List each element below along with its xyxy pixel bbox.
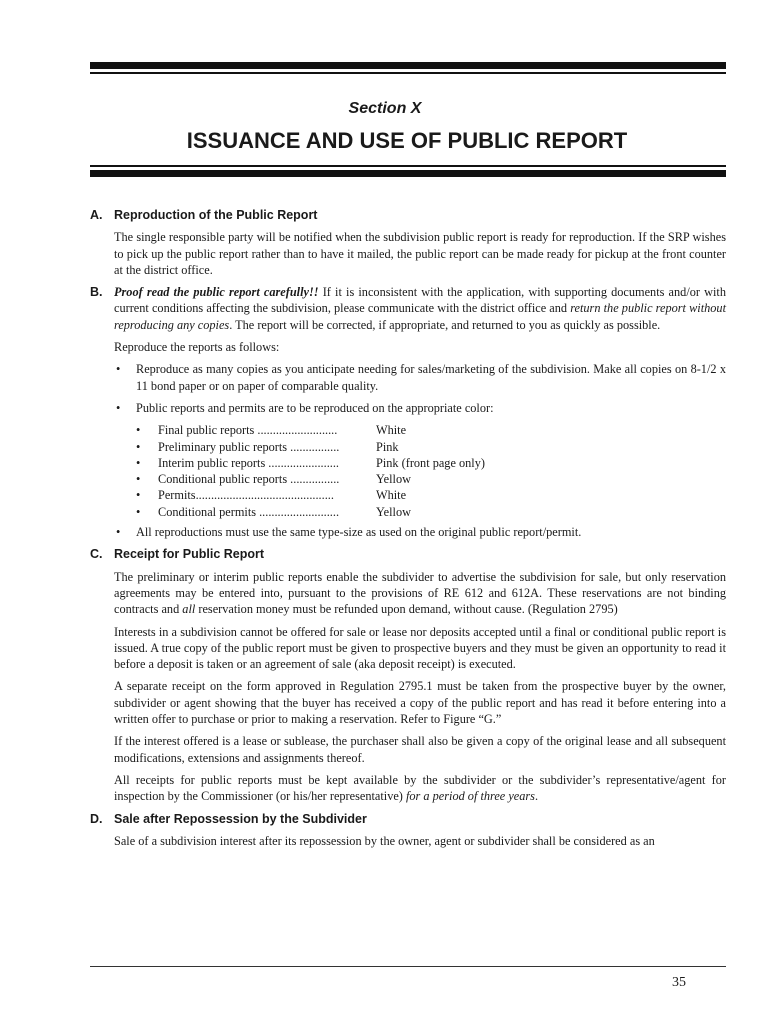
list-item — [114, 361, 726, 394]
list-item-text: All reproductions must use the same type-size as used on the original public report/permit. — [136, 525, 582, 540]
bullet-icon: • — [136, 472, 141, 487]
report-color: White — [376, 488, 407, 503]
report-color: White — [376, 423, 407, 438]
section-c-text-5: All receipts for public reports must be kept available by the subdivider or the subdivider’s representative/agent for inspection by the Commissioner (or his/her representative) — [114, 772, 726, 804]
bullet-icon: • — [136, 488, 141, 503]
section-a-letter: A. — [90, 208, 103, 222]
bullet-icon: • — [136, 455, 141, 470]
bullet-icon: • — [136, 423, 141, 438]
report-type: Preliminary public reports ................ — [158, 439, 340, 454]
bullet-icon: • — [136, 504, 141, 519]
title-rule-thin — [90, 165, 726, 167]
section-c-title: Receipt for Public Report — [114, 547, 265, 562]
section-b-paragraph-1 — [114, 284, 726, 333]
report-type: Conditional public reports ................ — [158, 472, 340, 487]
bullet-icon: • — [116, 362, 121, 377]
header-rule-thin — [90, 72, 726, 74]
footer-rule — [90, 966, 726, 967]
section-d-letter: D. — [90, 811, 103, 826]
section-c-text-5-end: . — [534, 789, 539, 804]
section-c-text-2: reservation money must be refunded upon demand, without cause. (Regulation 2795) — [195, 602, 618, 617]
section-c-paragraph-4: If the interest offered is a lease or sublease, the purchaser shall also be given a copy of the original lease and all subsequent modifications, extensions and assignments thereof. — [114, 734, 726, 765]
report-color: Pink (front page only) — [376, 455, 485, 470]
list-item — [114, 524, 726, 540]
table-row — [136, 487, 485, 503]
section-b-paragraph-2: Reproduce the reports as follows: — [114, 340, 280, 355]
report-type: Permits............................................. — [158, 488, 334, 503]
section-b-text-1: If it is inconsistent with the application, with supporting documents and/or with current conditions affecting the subdivision, please communicate with the district office and — [114, 285, 726, 316]
section-b-text-2: . The report will be corrected, if appropriate, and returned to you as quickly as possible. — [229, 317, 661, 332]
section-a-title: Reproduction of the Public Report — [114, 208, 318, 222]
section-c-paragraph-2: Interests in a subdivision cannot be offered for sale or lease nor deposits accepted until a final or conditional public report is issued. A true copy of the public report must be given to prospective buyers and they must be given an opportunity to read it before a deposit is taken or an agreement of sale (aka deposit receipt) is executed. — [114, 624, 726, 672]
report-type: Final public reports .......................... — [158, 423, 338, 438]
reproduction-list-end — [114, 524, 726, 540]
report-color: Yellow — [376, 504, 411, 519]
report-color: Yellow — [376, 472, 411, 487]
bullet-icon: • — [116, 525, 121, 540]
title-rule-thick — [90, 170, 726, 177]
table-row — [136, 455, 485, 471]
section-b-letter: B. — [90, 285, 103, 300]
retention-period: for a period of three years — [405, 789, 535, 804]
list-item-text: Reproduce as many copies as you anticipate needing for sales/marketing of the subdivision. Make all copies on 8-1/2 x 11 bond paper or on paper of comparable quality. — [136, 362, 726, 393]
section-c-paragraph-3: A separate receipt on the form approved in Regulation 2795.1 must be taken from the prospective buyer by the owner, subdivider or agent showing that the buyer has received a copy of the public report and has read it before entering into a written offer to purchase or prior to making a reservation. Refer to Figure “G.” — [114, 679, 726, 727]
list-item — [114, 400, 726, 416]
report-type: Interim public reports ....................... — [158, 455, 340, 470]
header-rule-thick — [90, 62, 726, 69]
color-table — [136, 422, 485, 520]
emphasis-all: all — [182, 602, 196, 617]
page-number: 35 — [672, 975, 686, 990]
return-instruction: return the public report without reproducing any copies — [114, 301, 726, 332]
table-row — [136, 439, 485, 455]
document-body — [90, 207, 726, 855]
report-type: Conditional permits .......................... — [158, 504, 340, 519]
table-row — [136, 422, 485, 438]
section-c-text-1: The preliminary or interim public reports enable the subdivider to advertise the subdivision for sale, but only reservation agreements may be entered into, pursuant to the provisions of RE 612 and 612A. These reservations are not binding contracts and — [114, 569, 726, 617]
table-row — [136, 504, 485, 520]
bullet-icon: • — [136, 439, 141, 454]
reproduction-list — [114, 361, 726, 416]
bullet-icon: • — [116, 400, 121, 415]
section-c-letter: C. — [90, 547, 103, 562]
section-d-title: Sale after Repossession by the Subdivider — [114, 811, 367, 826]
section-d-heading — [90, 811, 726, 827]
section-label: Section X — [348, 100, 422, 117]
section-b — [90, 284, 726, 540]
section-c-paragraph-5 — [114, 772, 726, 805]
section-c-heading — [90, 546, 726, 562]
section-d-paragraph: Sale of a subdivision interest after its repossession by the owner, agent or subdivider shall be considered as an — [114, 833, 655, 848]
proofread-warning: Proof read the public report carefully!! — [114, 285, 319, 300]
table-row — [136, 471, 485, 487]
section-a-paragraph: The single responsible party will be notified when the subdivision public report is ready for reproduction. If the SRP wishes to pick up the public report rather than to have it mailed, the public report can be made ready for pickup at the front counter at the district office. — [114, 230, 726, 277]
list-item-text: Public reports and permits are to be reproduced on the appropriate color: — [136, 400, 494, 415]
report-color: Pink — [376, 439, 399, 454]
section-a-heading — [90, 207, 726, 223]
section-title: ISSUANCE AND USE OF PUBLIC REPORT — [186, 128, 628, 153]
section-c-paragraph-1 — [114, 569, 726, 618]
